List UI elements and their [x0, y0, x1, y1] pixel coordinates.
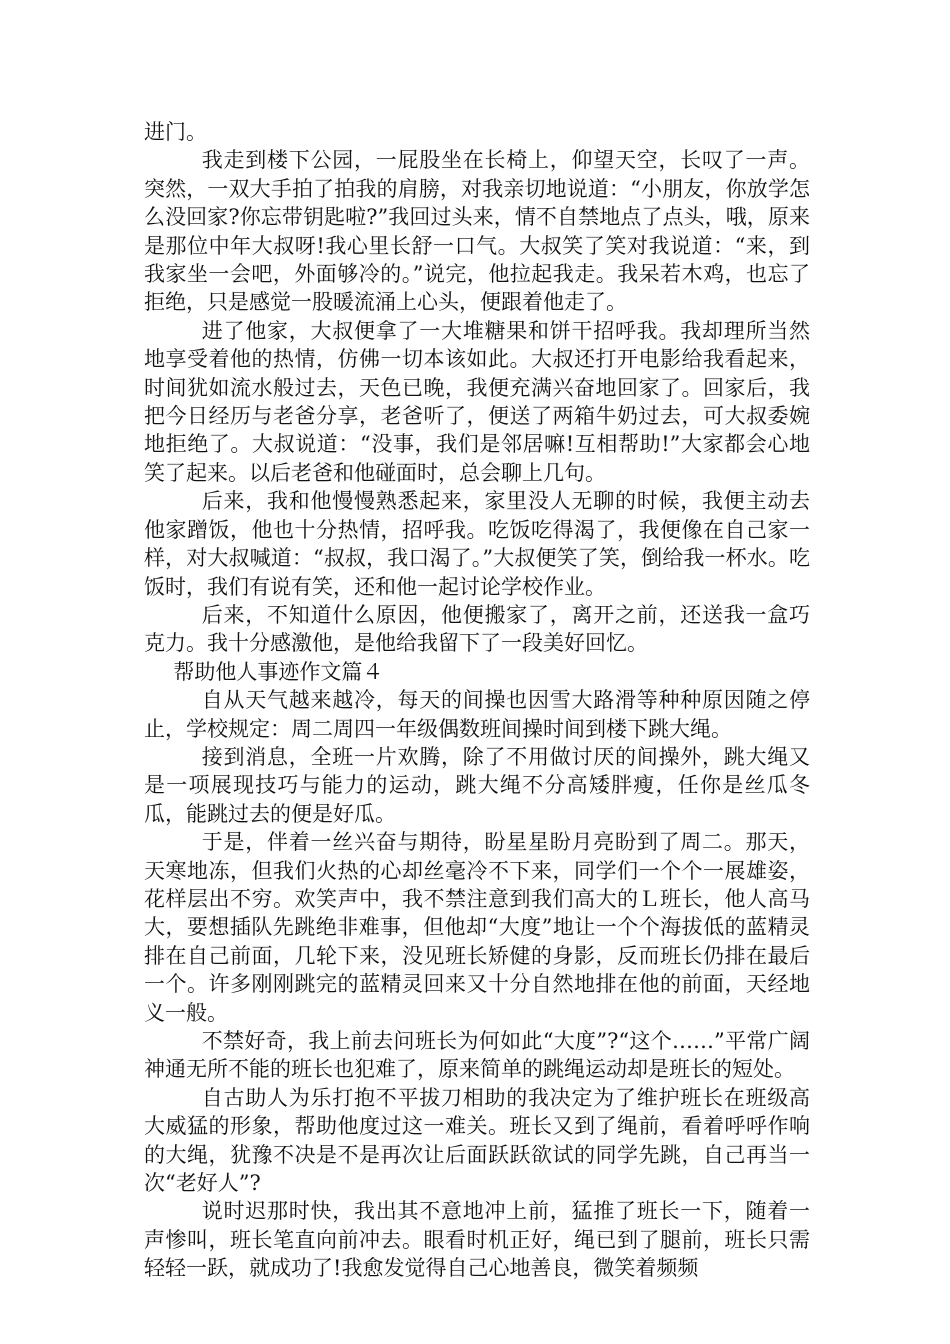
- paragraph-continued: 进门。: [144, 120, 207, 144]
- paragraph-become-familiar: 后来，我和他慢慢熟悉起来，家里没人无聊的时候，我便主动去他家蹭饭，他也十分热情，招呼我。吃饭吃得渴了，我便像在自己家一样，对大叔喊道：“叔叔，我口渴了。”大叔便笑了笑，倒给我一杯水。吃饭时，我们有说有笑，还和他一起讨论学校作业。: [144, 489, 810, 599]
- paragraph-move-away: 后来，不知道什么原因，他便搬家了，离开之前，还送我一盒巧克力。我十分感激他，是他给我留下了一段美好回忆。: [144, 602, 810, 656]
- paragraph-decision: 自古助人为乐打抱不平拔刀相助的我决定为了维护班长在班级高大威猛的形象，帮助他度过这一难关。班长又到了绳前，看着呼呼作响的大绳，犹豫不决是不是再次让后面跃跃欲试的同学先跳，自己再当一次“老好人”?: [144, 1085, 810, 1196]
- paragraph-push: 说时迟那时快，我出其不意地冲上前，猛推了班长一下，随着一声惨叫，班长笔直向前冲去。眼看时机正好，绳已到了腿前，班长只需轻轻一跃，就成功了!我愈发觉得自己心地善良，微笑着频频: [144, 1199, 810, 1281]
- paragraph-visit-home: 进了他家，大叔便拿了一大堆糖果和饼干招呼我。我却理所当然地享受着他的热情，仿佛一切本该如此。大叔还打开电影给我看起来，时间犹如流水般过去，天色已晚，我便充满兴奋地回家了。回家后，我把今日经历与老爸分享，老爸听了，便送了两箱牛奶过去，可大叔委婉地拒绝了。大叔说道：“没事，我们是邻居嘛!互相帮助!”大家都会心地笑了起来。以后老爸和他碰面时，总会聊上几句。: [144, 318, 810, 485]
- paragraph-class-cheer: 接到消息，全班一片欢腾，除了不用做讨厌的间操外，跳大绳又是一项展现技巧与能力的运动，跳大绳不分高矮胖瘦，任你是丝瓜冬瓜，能跳过去的便是好瓜。: [144, 744, 810, 826]
- paragraph-tuesday: 于是，伴着一丝兴奋与期待，盼星星盼月亮盼到了周二。那天，天寒地冻，但我们火热的心却丝毫冷不下来，同学们一个个一展雄姿，花样层出不穷。欢笑声中，我不禁注意到我们高大的Ｌ班长，他人高马大，要想插队先跳绝非难事，但他却“大度”地让一个个海拔低的蓝精灵排在自己前面，几轮下来，没见班长矫健的身影，反而班长仍排在最后一个。许多刚刚跳完的蓝精灵回来又十分自然地排在他的前面，天经地义一般。: [144, 830, 810, 1025]
- section-heading: 帮助他人事迹作文篇４: [173, 659, 384, 684]
- paragraph-curious: 不禁好奇，我上前去问班长为何如此“大度”?“这个……”平常广阔神通无所不能的班长也犯难了，原来简单的跳绳运动却是班长的短处。: [144, 1029, 810, 1082]
- paragraph-park-encounter: 我走到楼下公园，一屁股坐在长椅上，仰望天空，长叹了一声。突然，一双大手拍了拍我的肩膀，对我亲切地说道：“小朋友，你放学怎么没回家?你忘带钥匙啦?”我回过头来，情不自禁地点了点头，哦，原来是那位中年大叔呀!我心里长舒一口气。大叔笑了笑对我说道：“来，到我家坐一会吧，外面够冷的。”说完，他拉起我走。我呆若木鸡，也忘了拒绝，只是感觉一股暖流涌上心头，便跟着他走了。: [144, 148, 810, 315]
- paragraph-school-rule: 自从天气越来越冷，每天的间操也因雪大路滑等种种原因随之停止，学校规定：周二周四一年级偶数班间操时间到楼下跳大绳。: [144, 688, 810, 741]
- document-page: [144, 118, 810, 1283]
